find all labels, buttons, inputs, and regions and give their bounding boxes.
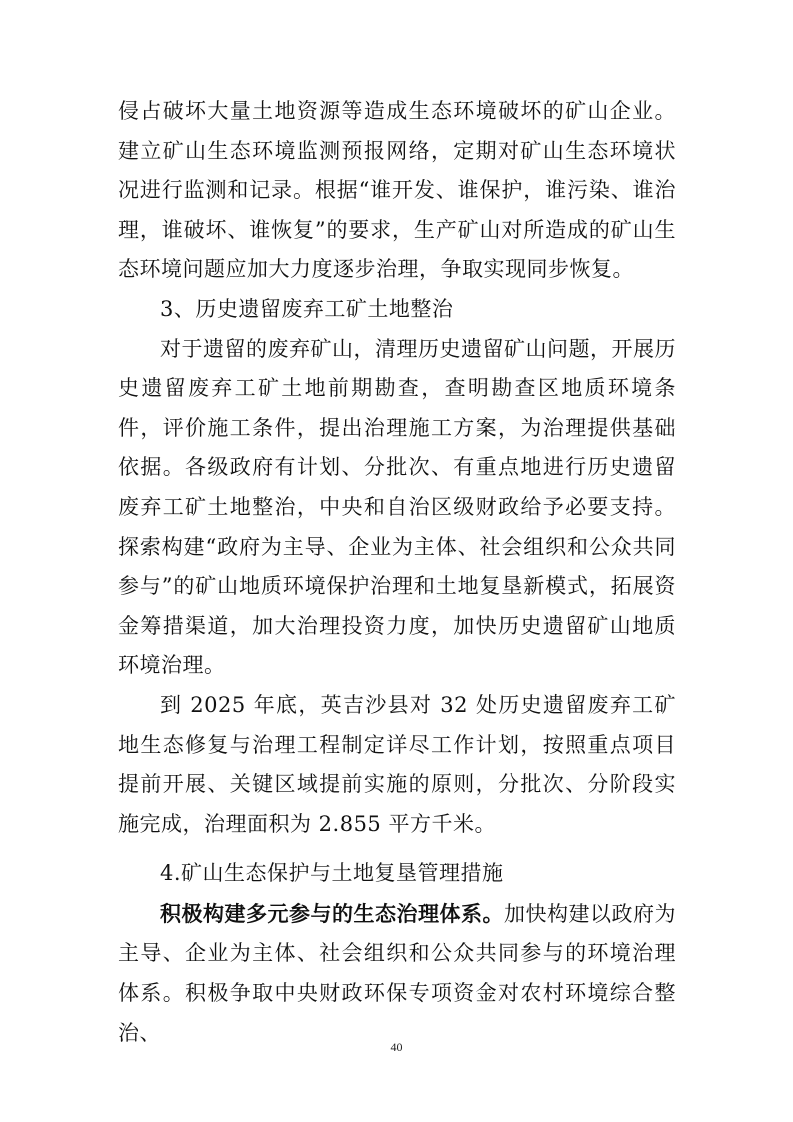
document-body <box>118 92 676 1053</box>
paragraph-governance-text: 加快构建以政府为主导、企业为主体、社会组织和公众共同参与的环境治理体系。积极争取中央财政环保专项资金对农村环境综合整治、 <box>118 901 676 1045</box>
section-heading-4: 4.矿山生态保护与土地复垦管理措施 <box>160 861 504 886</box>
paragraph-abandoned-mines: 对于遗留的废弃矿山，清理历史遗留矿山问题，开展历史遗留废弃工矿土地前期勘查，查明勘查区地质环境条件，评价施工条件，提出治理施工方案，为治理提供基础依据。各级政府有计划、分批次、有重点地进行历史遗留废弃工矿土地整治，中央和自治区级财政给予必要支持。探索构建“政府为主导、企业为主体、社会组织和公众共同参与”的矿山地质环境保护治理和土地复垦新模式，拓展资金筹措渠道，加大治理投资力度，加快历史遗留矿山地质环境治理。 <box>118 336 676 678</box>
paragraph-governance-system <box>118 894 676 1053</box>
section-heading-3: 3、历史遗留废弃工矿土地整治 <box>160 296 454 321</box>
page-number: 40 <box>390 1040 403 1054</box>
paragraph-2025-plan: 到 2025 年底，英吉沙县对 32 处历史遗留废弃工矿地生态修复与治理工程制定详尽工作计划，按照重点项目提前开展、关键区域提前实施的原则，分批次、分阶段实施完成，治理面积为 2.855 平方千米。 <box>118 692 676 836</box>
paragraph-mine-monitoring: 侵占破坏大量土地资源等造成生态环境破坏的矿山企业。建立矿山生态环境监测预报网络，定期对矿山生态环境状况进行监测和记录。根据“谁开发、谁保护，谁污染、谁治理，谁破坏、谁恢复”的要求，生产矿山对所造成的矿山生态环境问题应加大力度逐步治理，争取实现同步恢复。 <box>118 99 676 282</box>
bold-lead-sentence: 积极构建多元参与的生态治理体系。 <box>160 900 504 926</box>
